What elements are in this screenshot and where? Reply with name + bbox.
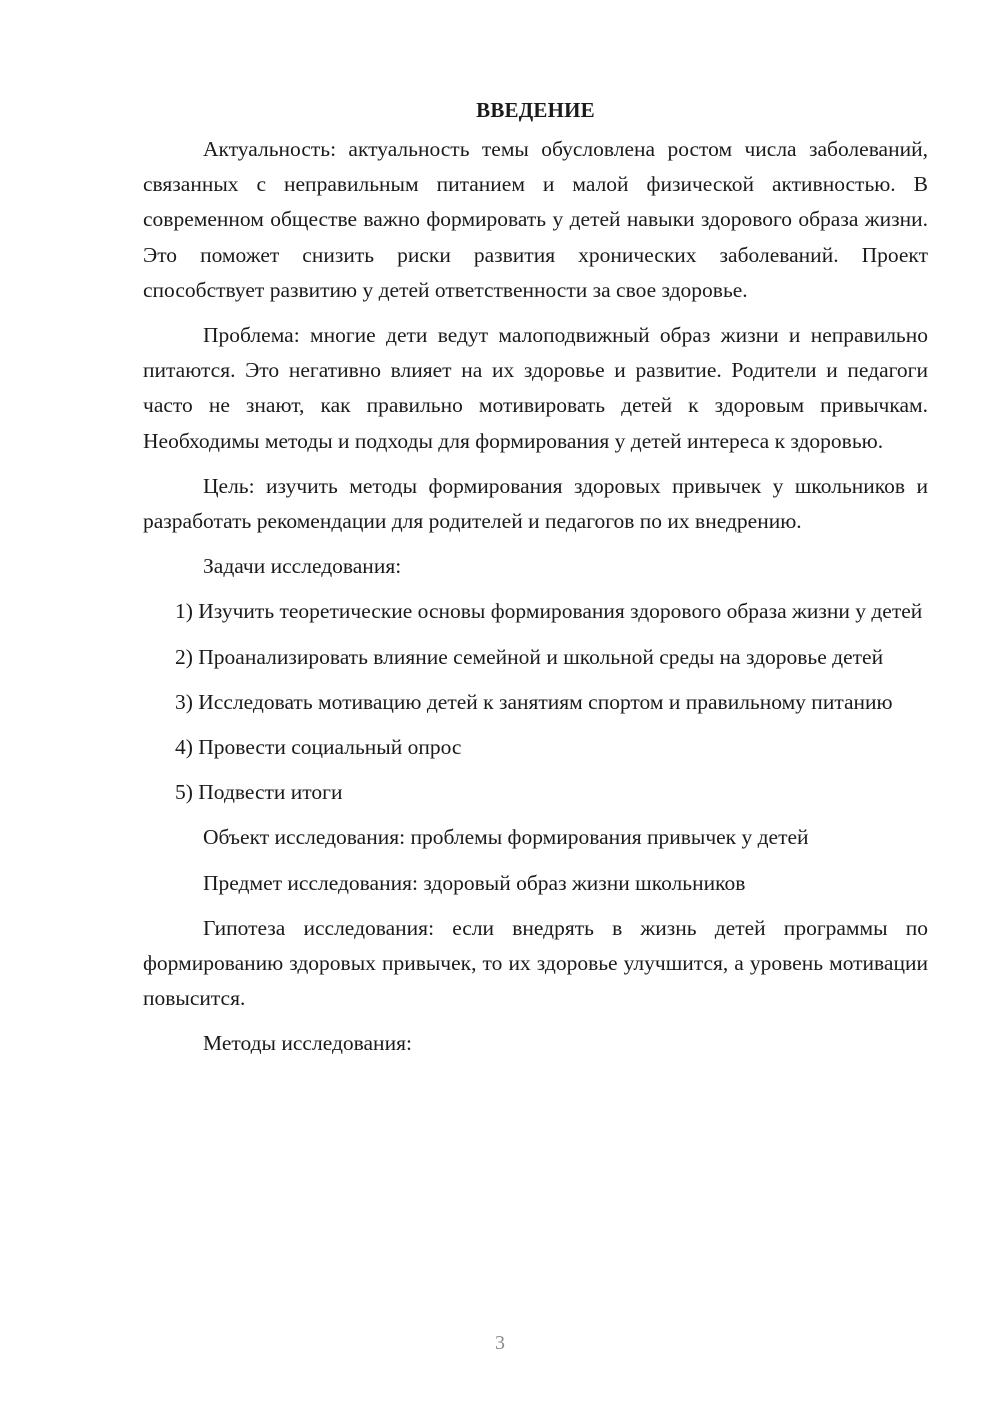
problem-paragraph: Проблема: многие дети ведут малоподвижный образ жизни и неправильно питаются. Это негативно влияет на их здоровье и развитие. Родители и педагоги часто не знают, как правильно мотивировать детей к здоровым привычкам. Необходимы методы и подходы для формирования у детей интереса к здоровью. — [143, 323, 928, 453]
list-item: 3) Исследовать мотивацию детей к занятиям спортом и правильному питанию — [175, 689, 893, 714]
list-item: 2) Проанализировать влияние семейной и школьной среды на здоровье детей — [175, 644, 884, 669]
list-item: 5) Подвести итоги — [175, 780, 343, 805]
goal-paragraph: Цель: изучить методы формирования здоровых привычек у школьников и разработать рекомендации для родителей и педагогов по их внедрению. — [143, 473, 928, 534]
hypothesis-paragraph: Гипотеза исследования: если внедрять в жизнь детей программы по формированию здоровых привычек, то их здоровье улучшится, а уровень мотивации повысится. — [143, 915, 928, 1011]
tasks-heading: Задачи исследования: — [203, 554, 402, 579]
page-title: ВВЕДЕНИЕ — [476, 98, 595, 122]
list-item: 1) Изучить теоретические основы формирования здорового образа жизни у детей — [175, 599, 923, 624]
document-page — [143, 92, 928, 1072]
subject-paragraph: Предмет исследования: здоровый образ жизни школьников — [203, 870, 746, 895]
methods-heading: Методы исследования: — [203, 1031, 412, 1056]
page-number: 3 — [495, 1332, 505, 1354]
object-paragraph: Объект исследования: проблемы формирования привычек у детей — [203, 825, 809, 850]
relevance-paragraph: Актуальность: актуальность темы обусловлена ростом числа заболеваний, связанных с неправильным питанием и малой физической активностью. В современном обществе важно формировать у детей навыки здорового образа жизни. Это поможет снизить риски развития хронических заболеваний. Проект способствует развитию у детей ответственности за свое здоровье. — [143, 137, 928, 302]
tasks-list — [143, 594, 928, 810]
list-item: 4) Провести социальный опрос — [175, 735, 462, 760]
